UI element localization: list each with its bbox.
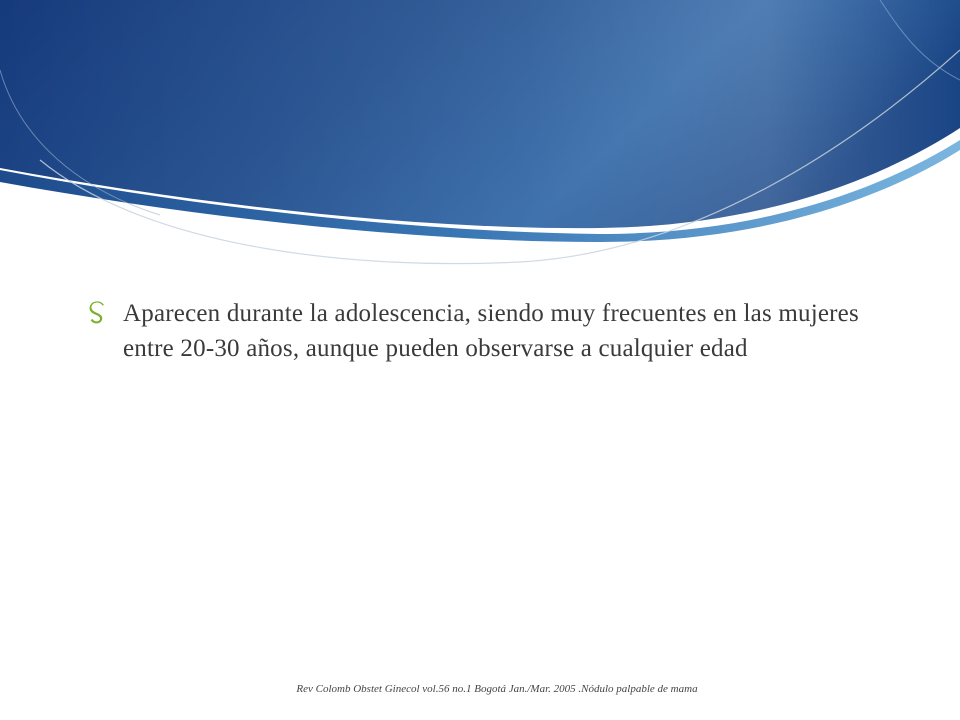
bullet-item [88, 296, 878, 366]
header-wave-background [0, 0, 960, 270]
footer-citation: Rev Colomb Obstet Ginecol vol.56 no.1 Bogotá Jan./Mar. 2005 .Nódulo palpable de mama [296, 683, 698, 695]
bullet-text: Aparecen durante la adolescencia, siendo muy frecuentes en las mujeres entre 20-30 años, aunque pueden observarse a cualquier edad [123, 300, 859, 362]
content-area [88, 296, 878, 366]
header-glow [0, 0, 960, 228]
s-swirl-bullet-icon [88, 301, 106, 325]
